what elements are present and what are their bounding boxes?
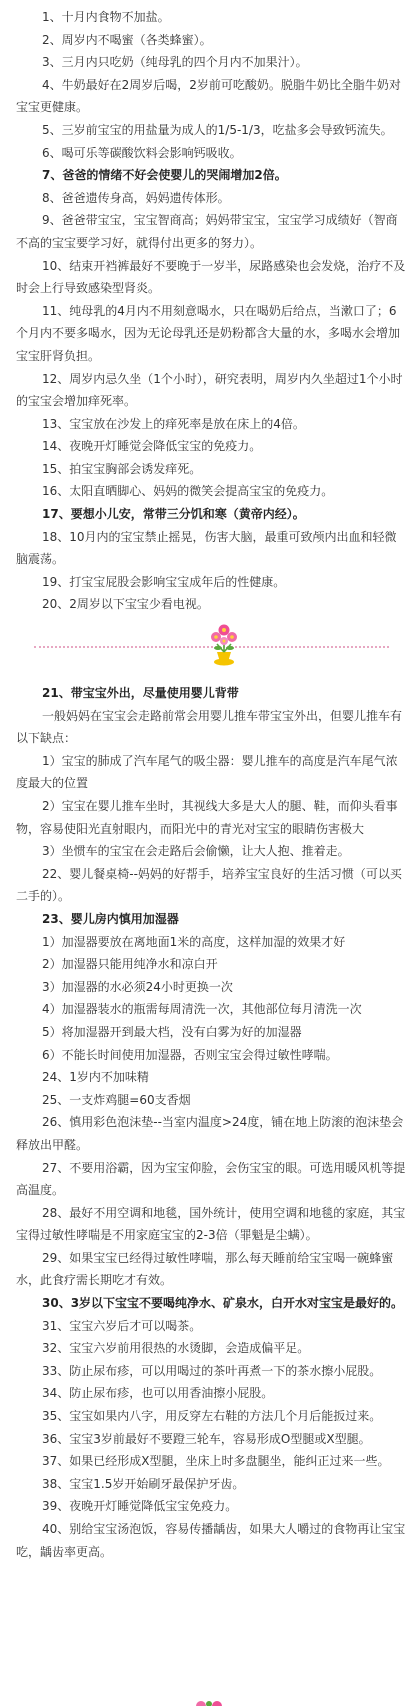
tip-item: 38、宝宝1.5岁开始刷牙最保护牙齿。: [42, 1476, 245, 1491]
tip-item: 18、10月内的宝宝禁止摇晃，伤害大脑，最重可致颅内出血和轻微脑震荡。: [16, 529, 397, 567]
tip-item: 6、喝可乐等碳酸饮料会影响钙吸收。: [42, 145, 242, 160]
tip-item: 3）坐惯车的宝宝在会走路后会偷懒，让大人抱、推着走。: [42, 844, 350, 859]
tip-item: 10、结束开裆裤最好不要晚于一岁半，尿路感染也会发烧，治疗不及时会上行导致感染型肾炎。: [16, 258, 406, 296]
tip-item: 1）加湿器要放在离地面1米的高度，这样加湿的效果才好: [42, 934, 346, 949]
tip-item: 2）宝宝在婴儿推车坐时，其视线大多是大人的腿、鞋，而仰头看事物，容易使阳光直射眼内，而阳光中的青光对宝宝的眼睛伤害极大: [16, 799, 398, 836]
tip-item: 12、周岁内忌久坐（1个小时），研究表明，周岁内久坐超过1个小时的宝宝会增加痒死率。: [16, 371, 403, 409]
tip-item: 22、婴儿餐桌椅--妈妈的好帮手，培养宝宝良好的生活习惯（可以买二手的）。: [16, 866, 402, 904]
tip-item: 29、如果宝宝已经得过敏性哮喘，那么每天睡前给宝宝喝一碗蜂蜜水，此食疗需长期吃才有效。: [16, 1250, 394, 1288]
tip-item: 4、牛奶最好在2周岁后喝，2岁前可吃酸奶。脱脂牛奶比全脂牛奶对宝宝更健康。: [16, 77, 401, 115]
tip-item: 16、太阳直晒脚心、妈妈的微笑会提高宝宝的免疫力。: [42, 484, 334, 499]
tip-item: 35、宝宝如果内八字，用反穿左右鞋的方法几个月后能扳过来。: [42, 1409, 382, 1424]
section-heading: 30、3岁以下宝宝不要喝纯净水、矿泉水，白开水对宝宝是最好的。: [42, 1296, 404, 1311]
tips-list-top: [16, 6, 407, 616]
tip-item: 3）加湿器的水必须24小时更换一次: [42, 979, 233, 994]
tip-item: 39、夜晚开灯睡觉降低宝宝免疫力。: [42, 1499, 238, 1514]
tip-item: 6）不能长时间使用加湿器，否则宝宝会得过敏性哮喘。: [42, 1047, 338, 1062]
tip-item: 5、三岁前宝宝的用盐量为成人的1/5-1/3，吃盐多会导致钙流失。: [42, 122, 393, 137]
tip-item: 1、十月内食物不加盐。: [42, 10, 170, 24]
section-separator: [16, 620, 407, 672]
tip-item: 一般妈妈在宝宝会走路前常会用婴儿推车带宝宝外出，但婴儿推车有以下缺点：: [16, 708, 403, 746]
tip-item: 5）将加湿器开到最大档，没有白雾为好的加湿器: [42, 1024, 302, 1039]
tip-item: 26、慎用彩色泡沫垫--当室内温度>24度，铺在地上防滚的泡沫垫会释放出甲醛。: [16, 1115, 404, 1152]
tip-item: 2）加湿器只能用纯净水和凉白开: [42, 957, 218, 972]
tip-item: 36、宝宝3岁前最好不要蹬三轮车，容易形成O型腿或X型腿。: [42, 1431, 371, 1446]
tip-item: 8、爸爸遗传身高，妈妈遗传体形。: [42, 190, 230, 205]
flower-bouquet-icon: [205, 622, 243, 666]
tip-item: 3、三月内只吃奶（纯母乳的四个月内不加果汁）。: [42, 55, 308, 70]
tip-item: 11、纯母乳的4月内不用刻意喝水，只在喝奶后给点，当漱口了；6个月内不要多喝水，因为无论母乳还是奶粉都含大量的水，多喝水会增加宝宝肝肾负担。: [16, 303, 401, 363]
tip-item: 24、1岁内不加味精: [42, 1070, 149, 1085]
section-heading: 21、带宝宝外出，尽量使用婴儿背带: [42, 686, 239, 701]
section-heading: 23、婴儿房内慎用加湿器: [42, 911, 179, 926]
tip-item: 15、拍宝宝胸部会诱发痒死。: [42, 461, 202, 476]
tip-item: 32、宝宝六岁前用很热的水烫脚，会造成偏平足。: [42, 1341, 310, 1356]
tip-item: 31、宝宝六岁后才可以喝茶。: [42, 1318, 202, 1333]
tip-item: 9、爸爸带宝宝，宝宝智商高；妈妈带宝宝，宝宝学习成绩好（智商不高的宝宝要学习好，就得付出更多的努力）。: [16, 213, 398, 250]
tips-list-bottom: [16, 682, 407, 1563]
tip-item: 40、别给宝宝汤泡饭，容易传播龋齿，如果大人嚼过的食物再让宝宝吃，龋齿率更高。: [16, 1522, 406, 1559]
tip-item: 28、最好不用空调和地毯，国外统计，使用空调和地毯的家庭，其宝宝得过敏性哮喘是不用家庭宝宝的2-3倍（罪魁是尘螨）。: [16, 1205, 406, 1243]
tip-item: 37、如果已经形成X型腿，坐床上时多盘腿坐，能纠正过来一些。: [42, 1454, 390, 1469]
tip-item: 27、不要用浴霸，因为宝宝仰脸，会伤宝宝的眼。可选用暖风机等提高温度。: [16, 1160, 406, 1198]
tip-item: 25、一支炸鸡腿=60支香烟: [42, 1092, 191, 1107]
tip-item: 2、周岁内不喝蜜（各类蜂蜜）。: [42, 32, 212, 47]
section-heading: 7、爸爸的情绪不好会使婴儿的哭闹增加2倍。: [42, 168, 287, 183]
tip-item: 4）加湿器装水的瓶需每周清洗一次，其他部位每月清洗一次: [42, 1002, 362, 1017]
tip-item: 1）宝宝的肺成了汽车尾气的吸尘器：婴儿推车的高度是汽车尾气浓度最大的位置: [16, 753, 398, 791]
tip-item: 20、2周岁以下宝宝少看电视。: [42, 597, 209, 612]
tip-item: 33、防止尿布疹，可以用喝过的茶叶再煮一下的茶水擦小屁股。: [42, 1363, 382, 1378]
tip-item: 34、防止尿布疹，也可以用香油擦小屁股。: [42, 1386, 274, 1401]
tip-item: 13、宝宝放在沙发上的痒死率是放在床上的4倍。: [42, 416, 305, 431]
tip-item: 14、夜晚开灯睡觉会降低宝宝的免疫力。: [42, 439, 262, 454]
flower-decoration-icon: [183, 1696, 235, 1706]
tip-item: 19、打宝宝屁股会影响宝宝成年后的性健康。: [42, 574, 286, 589]
section-heading: 17、要想小儿安，常带三分饥和寒（黄帝内经）。: [42, 507, 305, 522]
